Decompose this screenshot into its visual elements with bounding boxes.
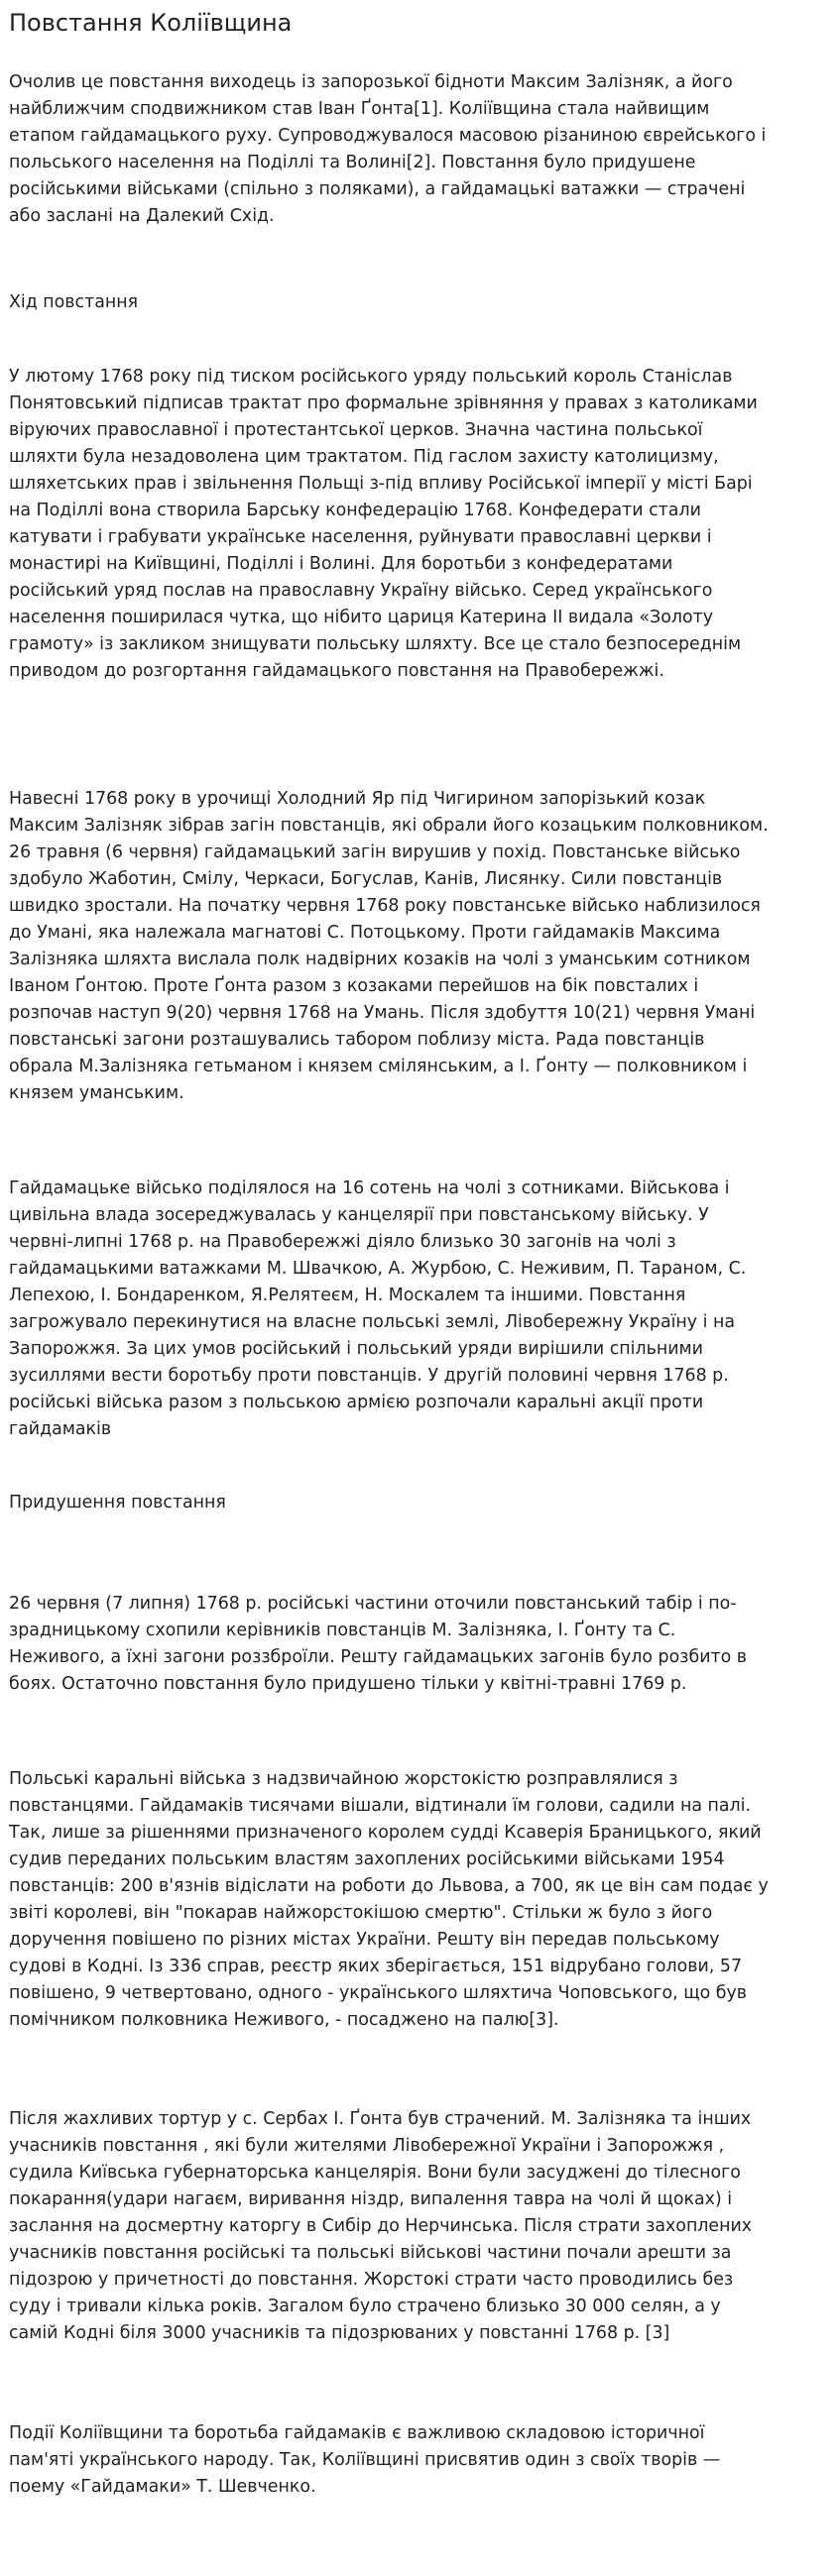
section-heading-course: Хід повстання — [9, 292, 139, 312]
section-heading-suppression: Придушення повстання — [9, 1493, 226, 1512]
paragraph-course-1: У лютому 1768 року під тиском російського уряду польський король Станіслав Понятовський підписав трактат про формальне зрівняння у правах з католиками віруючих православної і протестантської церков. Значна частина польської шляхти була незадоволена цим трактатом. Під гаслом захисту католицизму, шляхетських прав і звільнення Польщі з-під впливу Російської імперії у місті Барі на Поділлі вона створила Барську конфедерацію 1768. Конфедерати стали катувати і грабувати українське населення, руйнувати православні церкви і монастирі на Київщині, Поділлі і Волині. Для боротьби з конфедератами російський уряд послав на православну Україну військо. Серед українського населення поширилася чутка, що нібито цариця Катерина II видала «Золоту грамоту» із закликом знищувати польську шляхту. Все це стало безпосереднім приводом до розгортання гайдамацького повстання на Правобережжі. — [9, 367, 758, 681]
paragraph-suppression-3: Після жахливих тортур у с. Сербах І. Ґонта був страчений. М. Залізняка та інших учасників повстання , які були жителями Лівобережної України і Запорожжя , судила Київська губернаторська канцелярія. Вони були засуджені до тілесного покарання(удари нагаєм, виривання ніздр, випалення тавра на чолі й щоках) і заслання на досмертну каторгу в Сибір до Нерчинська. Після страти захоплених учасників повстання російські та польські військові частини почали арешти за підозрою у причетності до повстання. Жорстокі страти часто проводились без суду і тривали кілька років. Загалом було страчено близько 30 000 селян, а у самій Кодні біля 3000 учасників та підозрюваних у повстанні 1768 р. [3] — [9, 2109, 753, 2343]
paragraph-course-3: Гайдамацьке військо поділялося на 16 сотень на чолі з сотниками. Військова і цивільна влада зосереджувалась у канцелярії при повстанському війську. У червні-липні 1768 р. на Правобережжі діяло близько 30 загонів на чолі з гайдамацькими ватажками М. Швачкою, А. Журбою, С. Неживим, П. Тараном, С. Лепехою, І. Бондаренком, Я.Релятеєм, Н. Москалем та іншими. Повстання загрожувало перекинутися на власне польські землі, Лівобережну Україну і на Запорожжя. За цих умов російський і польський уряди вирішили спільними зусиллями вести боротьбу проти повстанців. У другій половині червня 1768 р. російські війська разом з польською армією розпочали каральні акції проти гайдамаків — [9, 1178, 747, 1439]
page-title: Повстання Коліївщина — [9, 9, 293, 37]
intro-paragraph: Очолив це повстання виходець із запорозької бідноти Максим Залізняк, а його найближчим сподвижником став Іван Ґонта[1]. Коліївщина стала найвищим етапом гайдамацького руху. Супроводжувалося масовою різаниною єврейського і польського населення на Поділлі та Волині[2]. Повстання було придушене російськими військами (спільно з поляками), а гайдамацькі ватажки — страчені або заслані на Далекий Схід. — [9, 72, 767, 226]
paragraph-suppression-4: Події Коліївщини та боротьба гайдамаків є важливою складовою історичної пам'яті українського народу. Так, Коліївщині присвятив один з своїх творів — поему «Гайдамаки» Т. Шевченко. — [9, 2423, 721, 2497]
paragraph-suppression-1: 26 червня (7 липня) 1768 р. російські частини оточили повстанський табір і по-зрадницькому схопили керівників повстанців М. Залізняка, І. Ґонту та С. Неживого, а їхні загони роззброїли. Решту гайдамацьких загонів було розбито в боях. Остаточно повстання було придушено тільки у квітні-травні 1769 р. — [9, 1594, 748, 1694]
paragraph-course-2: Навесні 1768 року в урочищі Холодний Яр під Чигирином запорізький козак Максим Залізняк зібрав загін повстанців, які обрали його козацьким полковником. 26 травня (6 червня) гайдамацький загін вирушив у похід. Повстанське військо здобуло Жаботин, Смілу, Черкаси, Богуслав, Канів, Лисянку. Сили повстанців швидко зростали. На початку червня 1768 року повстанське військо наблизилося до Умані, яка належала магнатові С. Потоцькому. Проти гайдамаків Максима Залізняка шляхта вислала полк надвірних козаків на чолі з уманським сотником Іваном Ґонтою. Проте Ґонта разом з козаками перейшов на бік повсталих і розпочав наступ 9(20) червня 1768 на Умань. Після здобуття 10(21) червня Умані повстанські загони розташувались табором поблизу міста. Рада повстанців обрала М.Залізняка гетьманом і князем смілянським, а І. Ґонту — полковником і князем уманським. — [9, 789, 769, 1103]
paragraph-suppression-2: Польські каральні війська з надзвичайною жорстокістю розправлялися з повстанцями. Гайдамаків тисячами вішали, відтинали їм голови, садили на палі. Так, лише за рішеннями призначеного королем судді Ксаверія Браницького, який судив переданих польським властям захоплених російськими військами 1954 повстанців: 200 в'язнів відіслати на роботи до Львова, а 700, як це він сам подає у звіті королеві, він "покарав найжорстокішою смертю". Стільки ж було з його доручення повішено по різних містах України. Решту він передав польському судові в Кодні. Із 336 справ, реєстр яких зберігається, 151 відрубано голови, 57 повішено, 9 четвертовано, одного - українського шляхтича Чоповського, що був помічником полковника Неживого, - посаджено на палю[3]. — [9, 1769, 769, 2030]
